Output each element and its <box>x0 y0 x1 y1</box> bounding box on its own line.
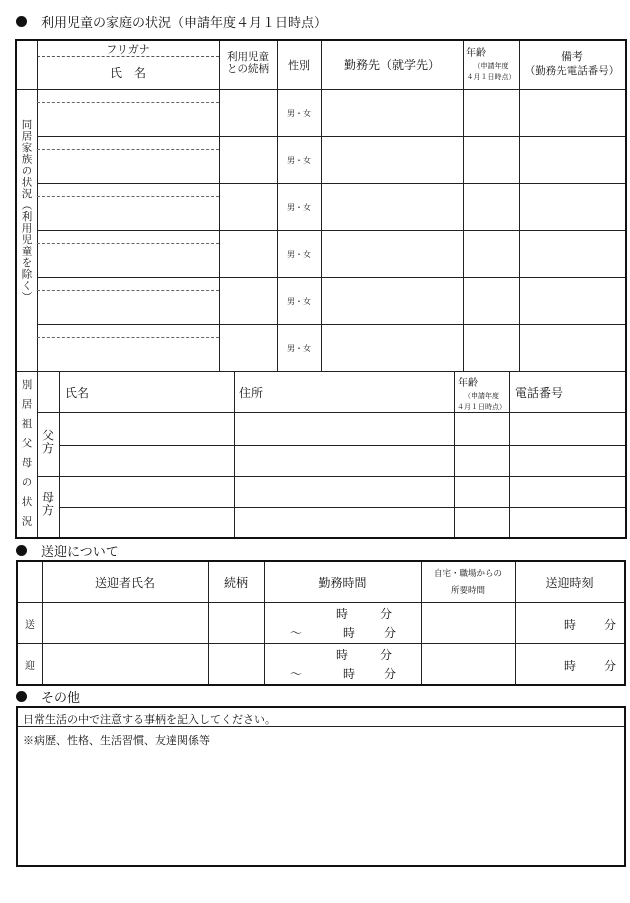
sex-option[interactable]: 男・女 <box>287 203 311 212</box>
col-divider <box>219 136 220 183</box>
col-divider <box>321 89 322 136</box>
gp-phone-header: 電話番号 <box>515 386 564 400</box>
col-divider <box>321 277 322 324</box>
paternal-label: 父方 <box>40 429 55 455</box>
sex-header: 性別 <box>288 59 310 72</box>
col-divider <box>519 183 520 230</box>
end-hour-unit: 時 <box>343 626 356 640</box>
dropoff-minute-unit: 分 <box>604 618 617 632</box>
gp-age-note-line1: （申請年度 <box>464 392 499 400</box>
family-name-field[interactable] <box>38 137 218 182</box>
col-divider <box>463 230 464 277</box>
family-name-field[interactable] <box>38 325 218 370</box>
separate-grandparents-label: 別居祖父母の状況 <box>20 379 33 535</box>
col-divider <box>321 136 322 183</box>
bullet-icon <box>16 545 27 556</box>
col-divider <box>219 183 220 230</box>
note-header-line1: 備考 <box>561 50 583 63</box>
travel-time-header-line1: 自宅・職場からの <box>433 569 502 579</box>
note-header-line2: （勤務先電話番号） <box>524 65 620 77</box>
sex-option[interactable]: 男・女 <box>287 109 311 118</box>
pickup-table <box>16 560 626 686</box>
col-divider <box>463 89 464 136</box>
pickup-row-label: 迎 <box>25 661 35 672</box>
pickup-person-header: 送迎者氏名 <box>94 576 155 590</box>
end-minute-unit: 分 <box>384 626 397 640</box>
gp-age-note-line2: ４月１日時点） <box>457 403 506 411</box>
pickup-minute-unit: 分 <box>604 659 617 673</box>
end-hour-unit: 時 <box>343 667 356 681</box>
col-divider <box>463 136 464 183</box>
notes-example: ※病歴、性格、生活習慣、友達関係等 <box>23 734 210 747</box>
work-header: 勤務先（就学先） <box>343 58 440 72</box>
gp-name-header: 氏名 <box>65 386 90 400</box>
start-minute-unit: 分 <box>380 648 393 662</box>
section-other-heading <box>16 687 80 706</box>
section-pickup-title: 送迎について <box>41 545 119 560</box>
col-divider <box>321 183 322 230</box>
col-divider <box>519 324 520 371</box>
sex-option[interactable]: 男・女 <box>287 297 311 306</box>
col-divider <box>463 183 464 230</box>
range-tilde: ～ <box>290 626 303 640</box>
col-divider <box>519 89 520 136</box>
furigana-header: フリガナ <box>106 43 150 56</box>
sex-option[interactable]: 男・女 <box>287 156 311 165</box>
pickup-hour-unit: 時 <box>564 659 577 673</box>
sex-option[interactable]: 男・女 <box>287 344 311 353</box>
start-hour-unit: 時 <box>336 648 349 662</box>
col-divider <box>463 277 464 324</box>
col-divider <box>519 230 520 277</box>
family-name-field[interactable] <box>38 231 218 276</box>
age-note-line2: ４月１日時点） <box>466 73 516 81</box>
col-divider <box>219 230 220 277</box>
col-divider <box>321 230 322 277</box>
cohabiting-family-label: 同居家族の状況（利用児童を除く） <box>20 119 33 303</box>
range-tilde: ～ <box>290 667 303 681</box>
gp-address-header: 住所 <box>239 386 264 400</box>
col-divider <box>219 89 220 136</box>
other-notes-box <box>16 706 626 867</box>
pickup-relation-header: 続柄 <box>223 576 248 590</box>
family-name-field[interactable] <box>38 278 218 323</box>
col-divider <box>219 277 220 324</box>
name-header: 氏 名 <box>109 66 146 80</box>
start-hour-unit: 時 <box>336 607 349 621</box>
section-family-title: 利用児童の家庭の状況（申請年度４月１日時点） <box>41 16 328 31</box>
age-note-line1: （申請年度 <box>473 62 509 70</box>
col-divider <box>321 324 322 371</box>
family-name-field[interactable] <box>38 184 218 229</box>
section-family-heading <box>16 12 327 31</box>
pickup-time-header: 送迎時刻 <box>545 576 594 590</box>
family-form <box>15 39 627 539</box>
work-hours-header: 勤務時間 <box>318 576 367 590</box>
dropoff-row-label: 送 <box>25 620 35 631</box>
col-divider <box>463 324 464 371</box>
notes-text-area[interactable] <box>23 748 619 860</box>
notes-instruction: 日常生活の中で注意する事柄を記入してください。 <box>23 713 276 726</box>
relation-header-line1: 利用児童 <box>227 51 269 63</box>
age-header: 年齢 <box>466 48 486 59</box>
travel-time-header-line2: 所要時間 <box>450 586 485 596</box>
col-divider <box>519 277 520 324</box>
start-minute-unit: 分 <box>380 607 393 621</box>
relation-header-line2: との続柄 <box>227 63 269 75</box>
section-other-title: その他 <box>41 691 81 706</box>
col-divider <box>519 136 520 183</box>
maternal-label: 母方 <box>40 491 55 517</box>
section-pickup-heading <box>16 541 119 560</box>
gp-age-header: 年齢 <box>458 378 478 389</box>
end-minute-unit: 分 <box>384 667 397 681</box>
bullet-icon <box>16 691 27 702</box>
dropoff-hour-unit: 時 <box>564 618 577 632</box>
bullet-icon <box>16 16 27 27</box>
family-name-field[interactable] <box>38 90 218 135</box>
col-divider <box>219 324 220 371</box>
sex-option[interactable]: 男・女 <box>287 250 311 259</box>
